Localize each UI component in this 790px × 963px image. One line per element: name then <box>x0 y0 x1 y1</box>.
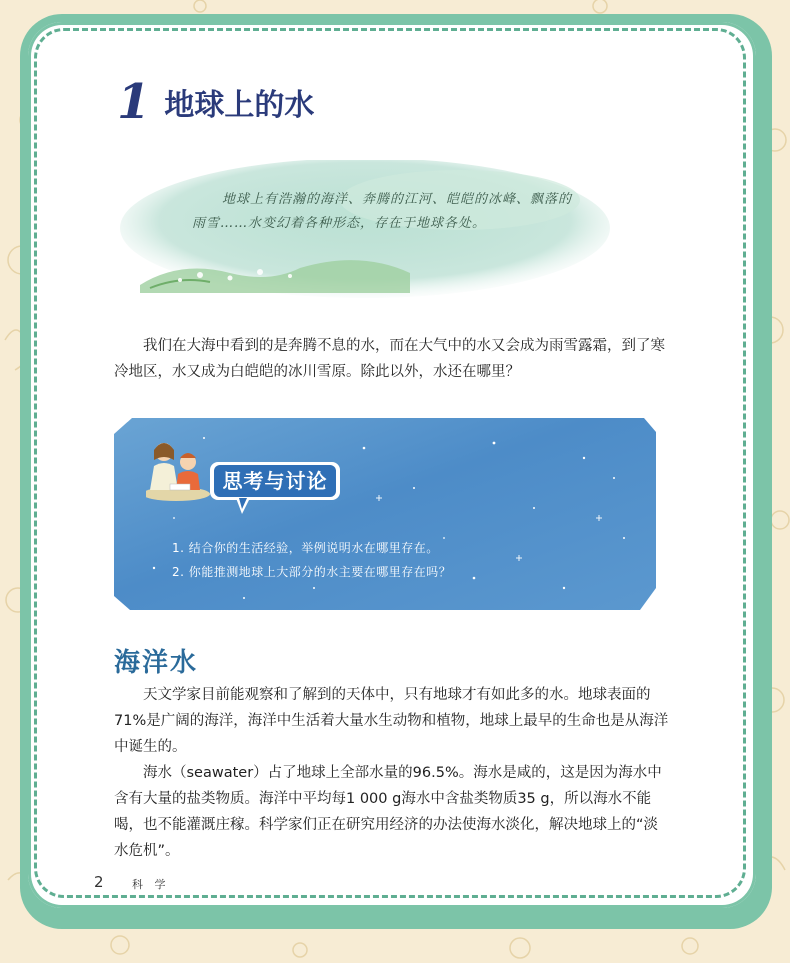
page-number: 2 <box>94 873 104 891</box>
intro-line-2: 雨雪……水变幻着各种形态，存在于地球各处。 <box>192 216 487 231</box>
paragraph-intro <box>114 333 669 385</box>
question-2: 2. 你能推测地球上大部分的水主要在哪里存在吗？ <box>172 565 452 579</box>
section-body <box>114 682 669 864</box>
intro-line-1: 地球上有浩瀚的海洋、奔腾的江河、皑皑的冰峰、飘落的 <box>222 192 573 207</box>
paragraph-2: 天文学家目前能观察和了解到的天体中，只有地球才有如此多的水。地球表面的71%是广阔的海洋，海洋中生活着大量水生动物和植物，地球上最早的生命也是从海洋中诞生的。 <box>114 687 669 755</box>
discussion-questions <box>172 536 451 584</box>
paragraph-3: 海水（seawater）占了地球上全部水量的96.5%。海水是咸的，这是因为海水中含有大量的盐类物质。海洋中平均每1 000 g海水中含盐类物质35 g，所以海水不能喝，也不能灌溉庄稼。科学家们正在研究用经济的办法使海水淡化，解决地球上的“淡水危机”。 <box>114 765 662 859</box>
discussion-badge: 思考与讨论 <box>214 465 336 497</box>
chapter-title: 地球上的水 <box>164 88 315 123</box>
teacher-student-illustration <box>146 436 216 502</box>
speech-tail-icon <box>234 498 254 518</box>
chapter-number: 1 <box>117 74 151 130</box>
section-title: 海洋水 <box>114 648 199 678</box>
intro-passage <box>192 188 582 236</box>
question-1: 1. 结合你的生活经验，举例说明水在哪里存在。 <box>172 541 439 555</box>
subject-label: 科 学 <box>132 878 170 891</box>
chapter-heading <box>117 74 315 130</box>
paragraph-1: 我们在大海中看到的是奔腾不息的水，而在大气中的水又会成为雨雪露霜，到了寒冷地区，水又成为白皑皑的冰川雪原。除此以外，水还在哪里？ <box>114 338 665 380</box>
